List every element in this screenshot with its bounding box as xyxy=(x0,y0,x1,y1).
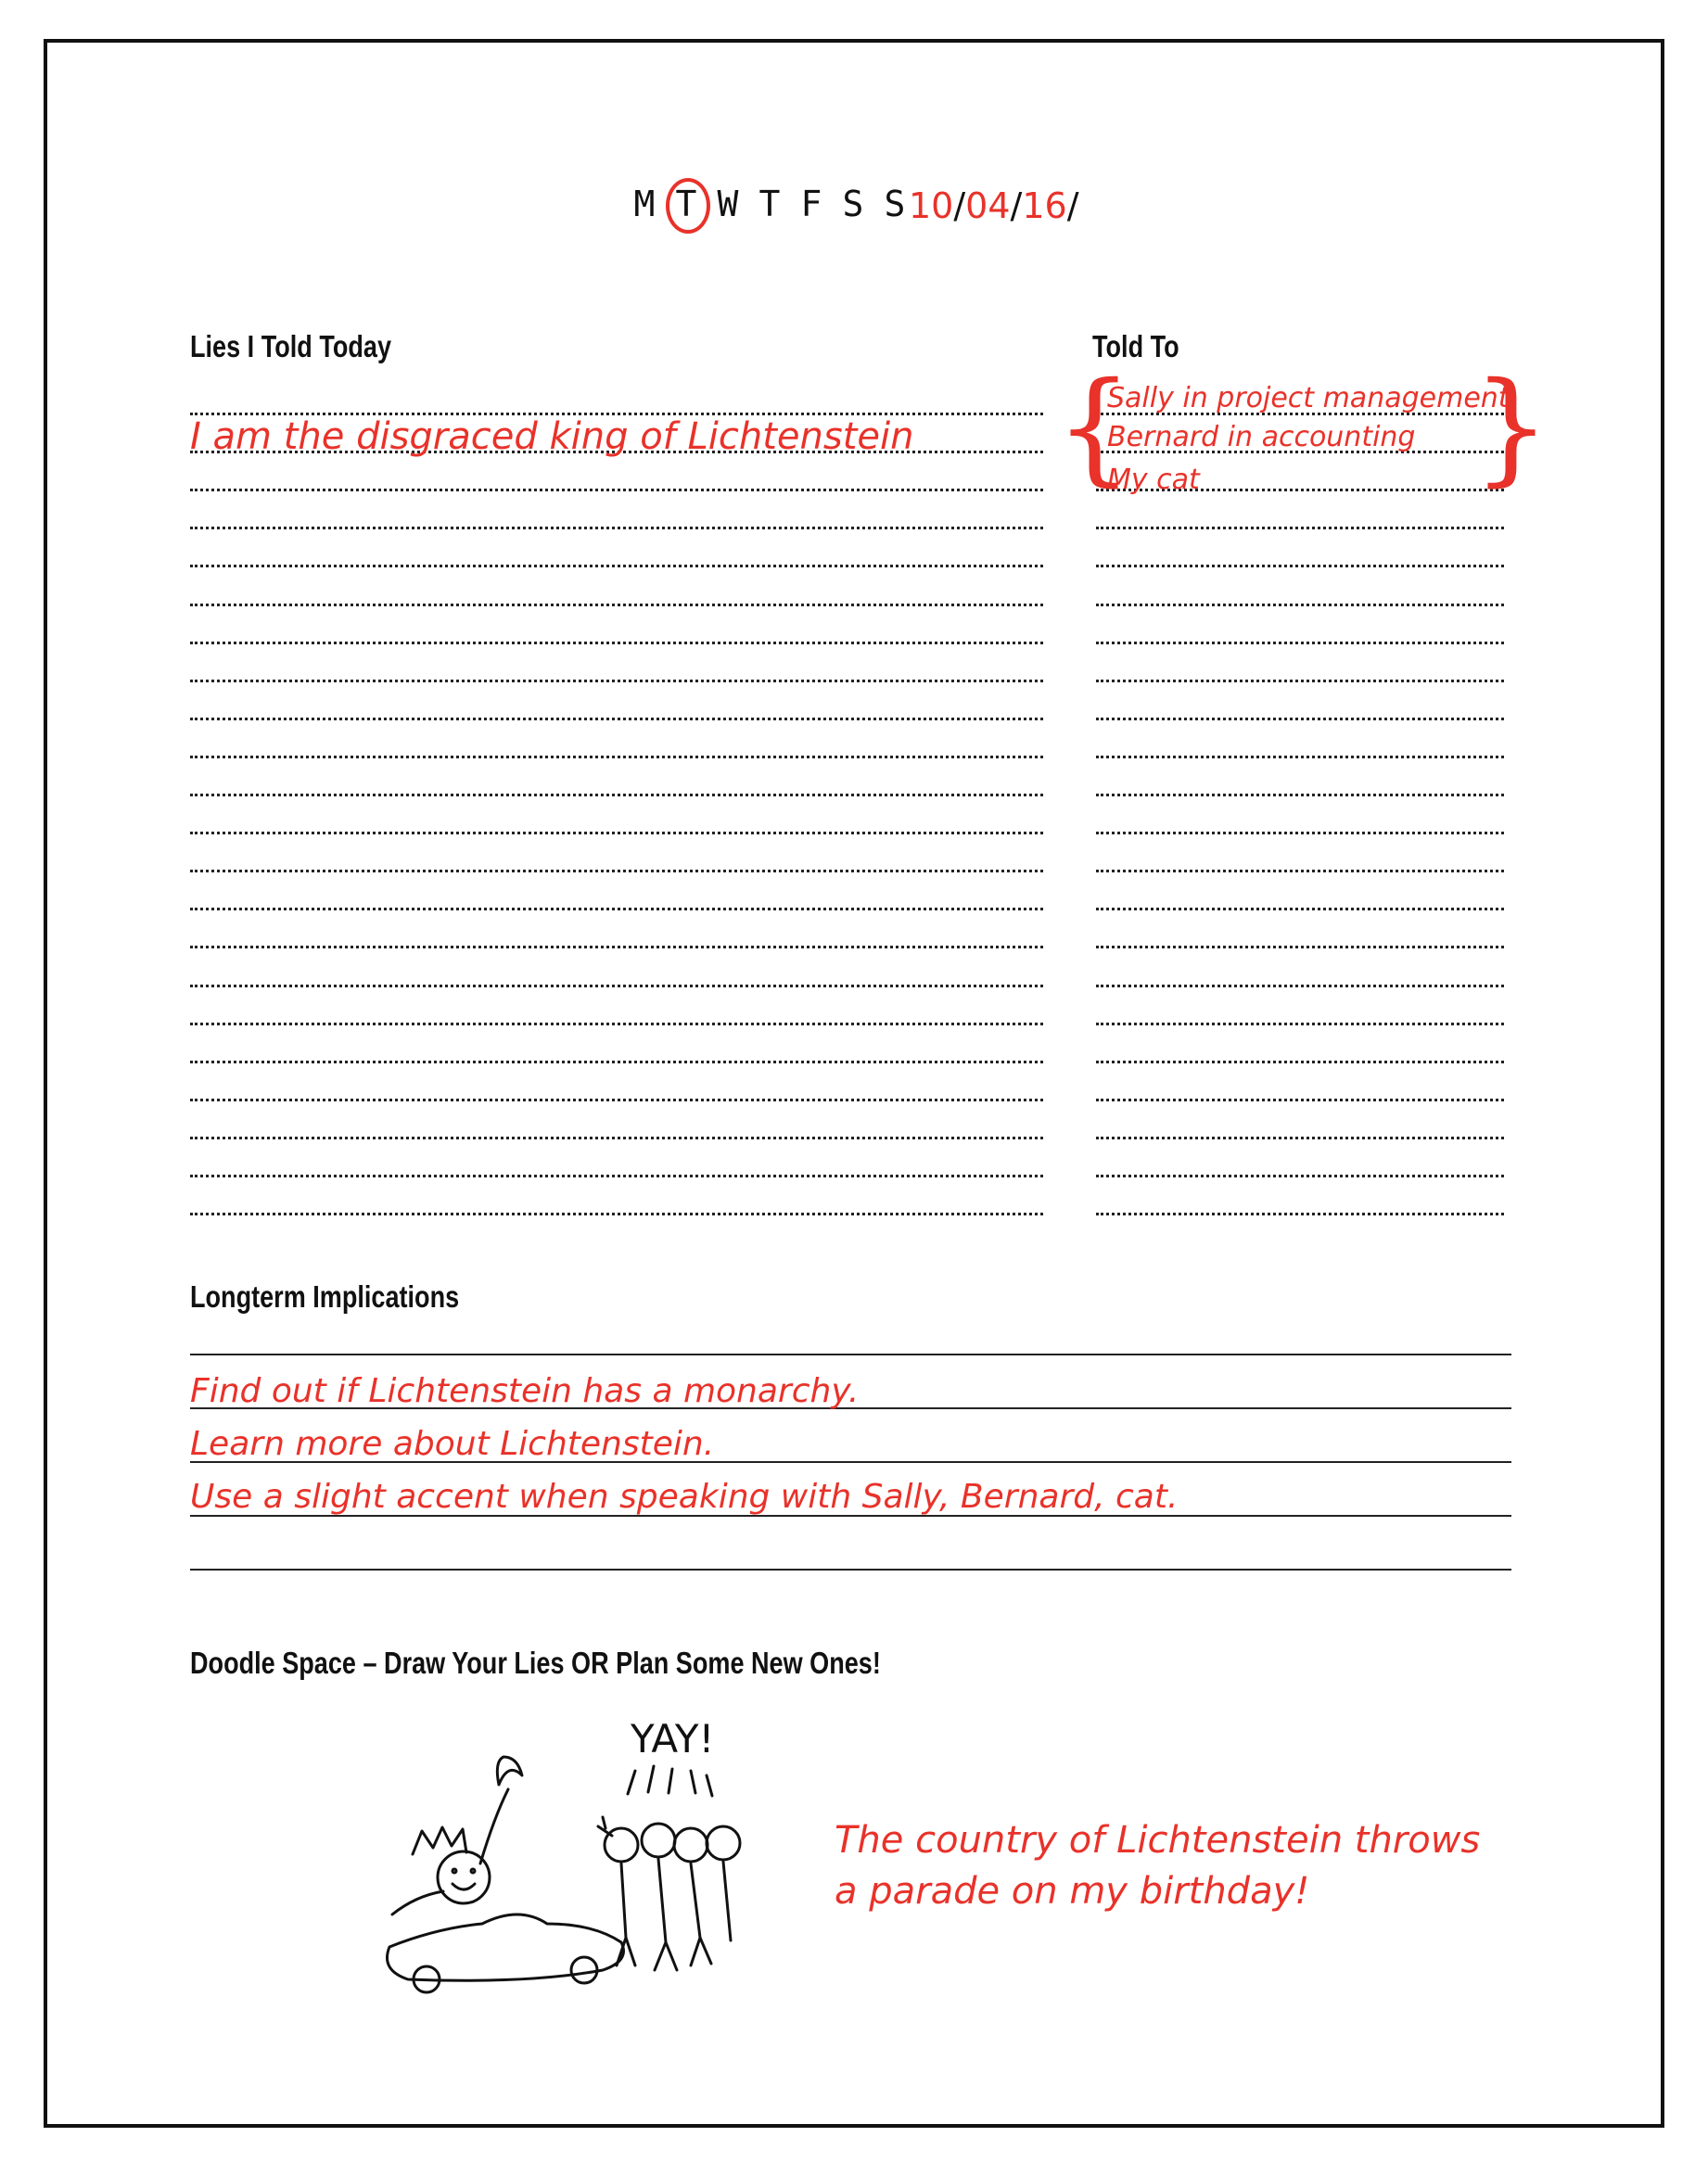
lie-line[interactable] xyxy=(190,908,1043,910)
told-to-line[interactable] xyxy=(1096,946,1504,948)
car-icon xyxy=(388,1914,624,1980)
lie-line[interactable] xyxy=(190,1137,1043,1139)
lie-line[interactable] xyxy=(190,1061,1043,1063)
told-to-line[interactable] xyxy=(1096,718,1504,720)
implication-item-2[interactable]: Learn more about Lichtenstein. xyxy=(190,1425,715,1463)
day-sunday[interactable]: S xyxy=(884,184,906,224)
lie-line[interactable] xyxy=(190,489,1043,491)
doodle-caption-line-1[interactable]: The country of Lichtenstein throws xyxy=(835,1819,1481,1862)
lie-line[interactable] xyxy=(190,1099,1043,1101)
date-year[interactable]: 16 xyxy=(1022,185,1067,226)
told-to-entry-3[interactable]: My cat xyxy=(1107,464,1200,496)
day-friday[interactable]: F xyxy=(800,184,822,224)
told-to-line[interactable] xyxy=(1096,832,1504,834)
told-to-line[interactable] xyxy=(1096,908,1504,910)
lie-line[interactable] xyxy=(190,985,1043,987)
told-to-line[interactable] xyxy=(1096,1099,1504,1101)
left-brace: { xyxy=(1055,356,1133,499)
lie-line[interactable] xyxy=(190,1023,1043,1025)
told-to-line[interactable] xyxy=(1096,565,1504,567)
told-to-line[interactable] xyxy=(1096,604,1504,606)
crown-icon xyxy=(413,1827,466,1854)
implication-item-3[interactable]: Use a slight accent when speaking with Sally, Bernard, cat. xyxy=(190,1478,1179,1516)
lie-line[interactable] xyxy=(190,1213,1043,1215)
implications-heading: Longterm Implications xyxy=(190,1279,460,1314)
date-day[interactable]: 04 xyxy=(965,185,1011,226)
lies-heading: Lies I Told Today xyxy=(190,329,392,363)
day-saturday[interactable]: S xyxy=(842,184,864,224)
lie-line[interactable] xyxy=(190,565,1043,567)
told-to-line[interactable] xyxy=(1096,985,1504,987)
doodle-yay-text: YAY! xyxy=(631,1716,715,1762)
implication-rule-1 xyxy=(190,1354,1511,1355)
told-to-entry-2[interactable]: Bernard in accounting xyxy=(1107,421,1416,453)
told-to-line[interactable] xyxy=(1096,1023,1504,1025)
day-tuesday-selected[interactable]: T xyxy=(670,184,702,224)
implication-rule-5 xyxy=(190,1569,1511,1571)
lie-line[interactable] xyxy=(190,1175,1043,1177)
told-to-heading: Told To xyxy=(1092,329,1179,363)
told-to-line[interactable] xyxy=(1096,756,1504,758)
lie-line[interactable] xyxy=(190,870,1043,872)
told-to-line[interactable] xyxy=(1096,1061,1504,1063)
day-thursday[interactable]: T xyxy=(758,184,781,224)
told-to-line[interactable] xyxy=(1096,1137,1504,1139)
told-to-line[interactable] xyxy=(1096,794,1504,796)
right-brace: } xyxy=(1472,356,1550,499)
doodle-drawing xyxy=(371,1715,797,2012)
lie-line[interactable] xyxy=(190,794,1043,796)
told-to-line[interactable] xyxy=(1096,1175,1504,1177)
lie-line[interactable] xyxy=(190,680,1043,682)
told-to-entry-1[interactable]: Sally in project management xyxy=(1107,382,1510,414)
weekday-selector[interactable] xyxy=(629,184,921,224)
told-to-line[interactable] xyxy=(1096,642,1504,644)
doodle-heading: Doodle Space – Draw Your Lies OR Plan Some New Ones! xyxy=(190,1646,881,1680)
implication-item-1[interactable]: Find out if Lichtenstein has a monarchy. xyxy=(190,1372,860,1410)
lie-line[interactable] xyxy=(190,527,1043,529)
told-to-line[interactable] xyxy=(1096,1213,1504,1215)
day-monday[interactable]: M xyxy=(633,184,656,224)
told-to-line[interactable] xyxy=(1096,870,1504,872)
lie-line[interactable] xyxy=(190,718,1043,720)
told-to-line[interactable] xyxy=(1096,680,1504,682)
lie-line[interactable] xyxy=(190,642,1043,644)
lie-line[interactable] xyxy=(190,756,1043,758)
date-field[interactable]: 10/04/16/ xyxy=(909,185,1079,226)
lie-line[interactable] xyxy=(190,946,1043,948)
doodle-caption-line-2[interactable]: a parade on my birthday! xyxy=(835,1870,1310,1913)
lie-line[interactable] xyxy=(190,832,1043,834)
day-wednesday[interactable]: W xyxy=(717,184,739,224)
lie-entry-1[interactable]: I am the disgraced king of Lichtenstein xyxy=(190,415,914,458)
date-month[interactable]: 10 xyxy=(909,185,954,226)
told-to-line[interactable] xyxy=(1096,527,1504,529)
lie-line[interactable] xyxy=(190,604,1043,606)
